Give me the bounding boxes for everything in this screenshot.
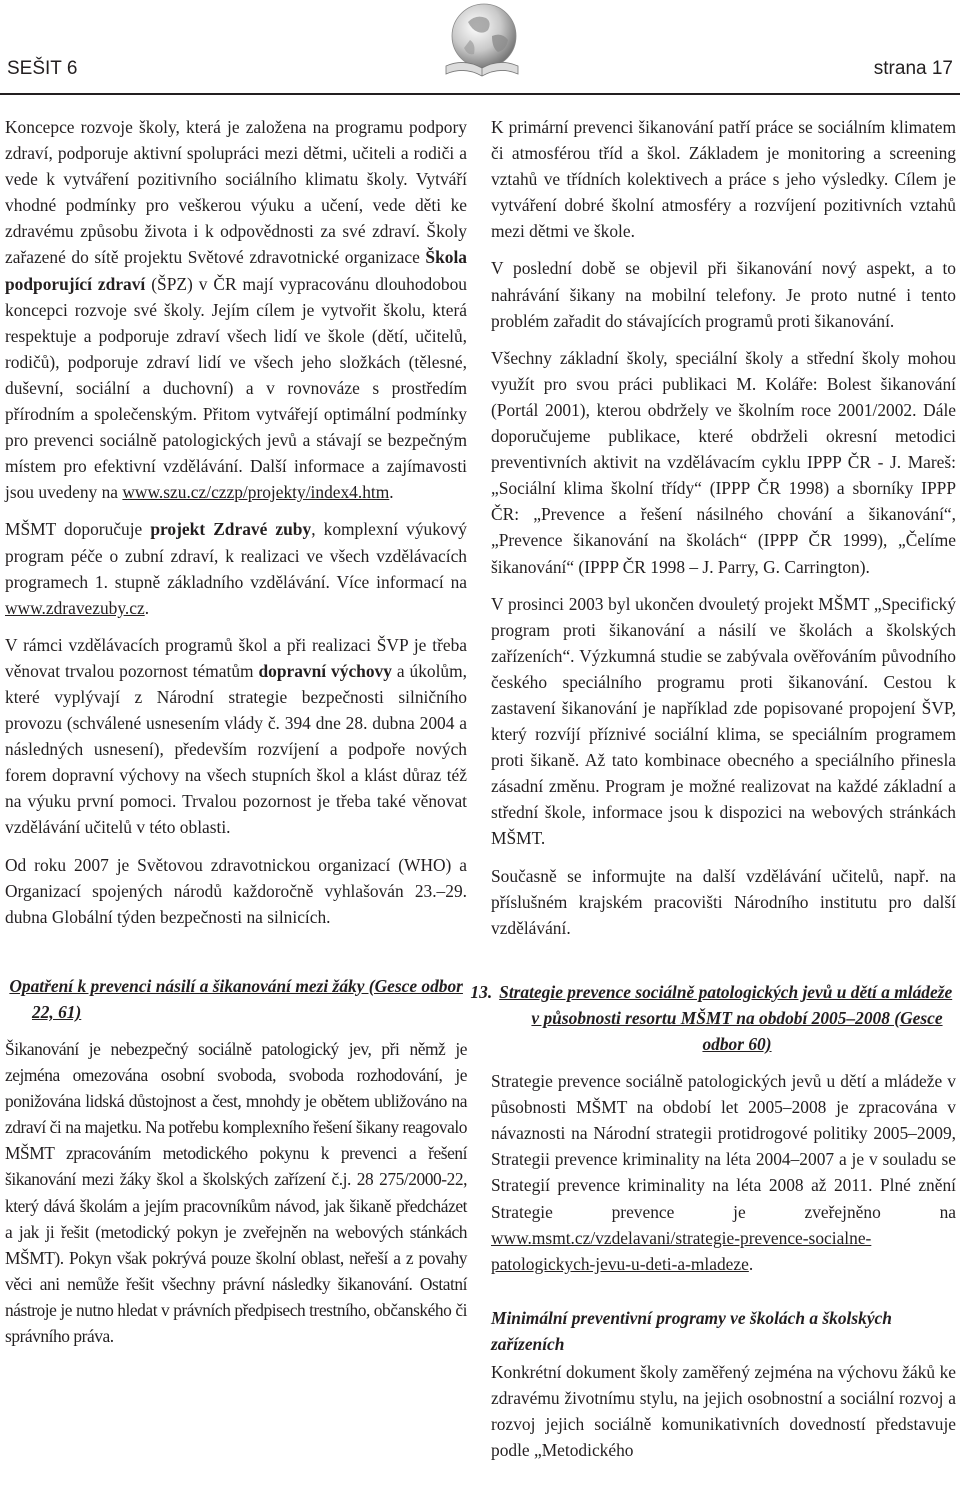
paragraph-bullying: Šikanování je nebezpečný sociálně patologický jev, při němž je zejména omezována osobní svoboda, svoboda rozhodování, je ponižována lidská důstojnost a čest, mnohdy je obětem ubližováno na zdraví či na majetku. Na potřebu komplexního řešení šikany reagovalo MŠMT zpracováním metodického pokynu k prevenci a řešení šikanování mezi žáky škol a školských zařízení č.j. 28 275/2000-22, který dává školám a jejím pracovníkům návod, jak šikaně předcházet a jak ji řešit (metodický pokyn je zveřejněn na webových stánkách MŠMT). Pokyn však pokrývá pouze školní oblast, neřeší a z povahy věci ani nemůže řešit všechny právní následky šikanování. Ostatní nástroje je nutno hledat v právních předpisech trestního, občanského či správního práva.	[5, 1039, 467, 1347]
paragraph-traffic-education: V rámci vzdělávacích programů škol a při realizaci ŠVP je třeba věnovat trvalou pozornost tématům dopravní výchovy a úkolům, které vyplývají z Národní strategie bezpečnosti silničního provozu (schválené usnesením vlády č. 394 dne 28. dubna 2004 a následných usnesení), především rozvíjení a podpoře nových forem dopravní výchovy na všech stupních škol a klást důraz též na výuku první pomoci. Trvalou pozornost je třeba také věnovat vzdělávání učitelů v této oblasti.	[5, 634, 467, 838]
page-number: strana 17	[873, 58, 953, 79]
paragraph-healthy-teeth: MŠMT doporučuje projekt Zdravé zuby, komplexní výukový program péče o zubní zdraví, k realizaci ve všech vzdělávacích programech 1. stupně základního vzdělávání. Více informací na www.zdravezuby.cz.	[5, 519, 467, 618]
left-column	[5, 114, 467, 1360]
section-heading-13: 13. Strategie prevence sociálně patologických jevů u dětí a mládeže v působnosti resortu MŠMT na období 2005–2008 (Gesce odbor 60)	[470, 981, 953, 1054]
emphasis-dopravni-vychova: dopravní výchovy	[258, 660, 392, 681]
section-heading-12: Opatření k prevenci násilí a šikanování mezi žáky (Gesce odbor 22, 61)	[9, 975, 463, 1022]
paragraph-mobile-recording: V poslední době se objevil při šikanování nový aspekt, a to nahrávání šikany na mobilní telefony. Je proto nutné i tento problém zařadit do stávajících programů proti šikanování.	[491, 258, 956, 331]
paragraph-road-safety-week: Od roku 2007 je Světovou zdravotnickou organizací (WHO) a Organizací spojených národů každoročně vyhlašován 23.–29. dubna Globální týden bezpečnosti na silnicích.	[5, 854, 467, 927]
paragraph-strategy: Strategie prevence sociálně patologických jevů u dětí a mládeže v působnosti MŠMT na období let 2005–2008 je zpracována v návaznosti na Národní strategii protidrogové politiky 2005–2009, Strategii prevence kriminality na léta 2004–2007 a je v souladu se Strategií prevence kriminality na léta 2008 až 2011. Plné znění Strategie prevence je zveřejněno na www.msmt.cz/vzdelavani/strategie-prevence-socialne-patologickych-jevu-u-deti-a-mladeze.	[491, 1071, 956, 1274]
paragraph-primary-prevention: K primární prevenci šikanování patří práce se sociálním klimatem či atmosférou tříd a škol. Základem je monitoring a screening vztahů ve třídních kolektivech a práce s jeho výsledky. Cílem je vytváření dobré školní atmosféry a rozvíjení pozitivních vztahů mezi dětmi ve škole.	[491, 117, 956, 242]
page-header	[0, 0, 960, 96]
globe-book-icon	[440, 0, 522, 86]
emphasis-zdrave-zuby: projekt Zdravé zuby	[150, 519, 312, 540]
paragraph-school-document: Konkrétní dokument školy zaměřený zejména na výchovu žáků ke zdravému životnímu stylu, na jejich osobnostní a sociální rozvoj a rozvoj jejich sociálně komunikativních dovedností představuje podle „Metodického	[491, 1362, 956, 1461]
paragraph-health-school: Koncepce rozvoje školy, která je založena na programu podpory zdraví, podporuje aktivní spolupráci mezi dětmi, učiteli a rodiči a vede k vytváření pozitivního sociálního klimatu školy. Vytváří vhodné podmínky pro veškerou výuku a učení, vede děti ke zdravému způsobu života i k odpovědnosti za své zdraví. Školy zařazené do sítě projektu Světové zdravotnické organizace Škola podporující zdraví (ŠPZ) v ČR mají vypracovánu dlouhodobou koncepci rozvoje své školy. Jejím cílem je vytvořit školu, která respektuje a podporuje zdraví všech lidí ve škole (dětí, učitelů, rodičů), podporuje zdraví lidí ve všech jeho složkách (tělesné, duševní, sociální a duchovní) a v rovnováze s prostředím přírodním a společenským. Přitom vytvářejí optimální podmínky pro prevenci sociálně patologických jevů a stávají se bezpečným místem pro efektivní vzdělávání. Další informace a zajímavosti jsou uvedeny na www.szu.cz/czzp/projekty/index4.htm.	[5, 117, 467, 503]
link-szu[interactable]: www.szu.cz/czzp/projekty/index4.htm	[122, 482, 390, 503]
booklet-label: SEŠIT 6	[7, 58, 78, 79]
link-msmt-strategy[interactable]: www.msmt.cz/vzdelavani/strategie-prevence-socialne-patologickych-jevu-u-deti-a-mladeze	[491, 1227, 872, 1274]
paragraph-project-2003: V prosinci 2003 byl ukončen dvouletý projekt MŠMT „Specifický program proti šikanování a násilí ve školách a školských zařízeních“. Výzkumná studie se zabývala ověřováním původního českého speciálního programu proti šikanování. Cestou k zastavení šikanování je například zde popisované propojení ŠVP, který rozvíjí příznivé sociální klima, se speciálním programem proti šikaně. Až tato kombinace obecného a speciálního přinesla zásadní změnu. Program je možné realizovat na každé základní a střední škole, informace jsou k dispozici na webových stránkách MŠMT.	[491, 593, 956, 849]
paragraph-publications: Všechny základní školy, speciální školy a střední školy mohou využít pro svou práci publikaci M. Koláře: Bolest šikanování (Portál 2001), kterou obdržely ve školním roce 2001/2002. Dále doporučujeme publikace, které obdrželi okresní metodici preventivních aktivit na vzdělávacím cyklu IPPP ČR - J. Mareš: „Sociální klima školní třídy“ (IPPP ČR 1998) a sborníky IPPP ČR: „Prevence a řešení násilného chování a šikanování“, „Prevence šikanování na školách“ (IPPP ČR 1999), „Čelíme šikanování“ (IPPP ČR 1998 – J. Parry, G. Carrington).	[491, 347, 956, 577]
link-zdravezuby[interactable]: www.zdravezuby.cz	[5, 597, 145, 618]
paragraph-further-education: Současně se informujte na další vzdělávání učitelů, např. na příslušném krajském pracovišti Národního institutu pro další vzdělávání.	[491, 865, 956, 938]
right-column	[470, 114, 956, 1474]
emphasis-spz: Škola podporující zdraví	[5, 247, 467, 294]
header-rule	[0, 93, 960, 95]
subheading-minimal-programs: Minimální preventivní programy ve školách a školských zařízeních	[491, 1307, 892, 1354]
